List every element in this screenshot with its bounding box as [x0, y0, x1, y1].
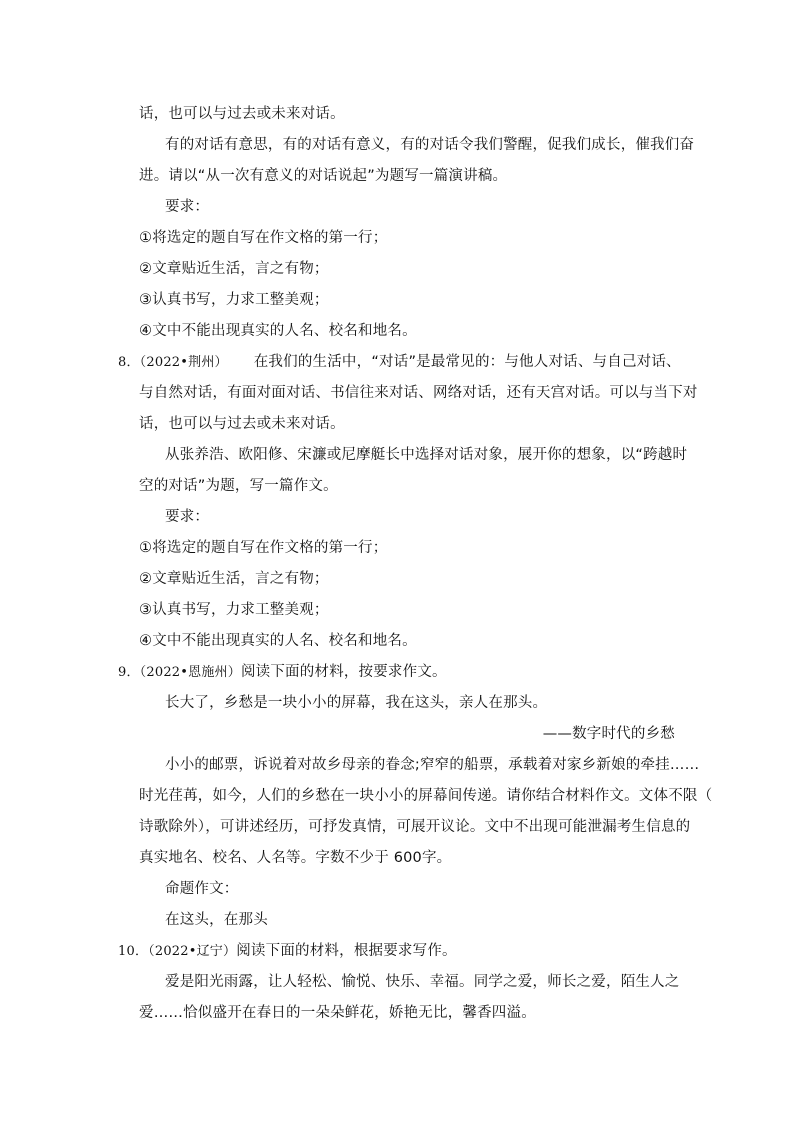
intro-requirement-2: ②文章贴近生活，言之有物； — [139, 261, 329, 277]
question-9-line-2: 时光荏苒，如今，人们的乡愁在一块小小的屏幕间传递。请你结合材料作文。文体不限（ — [139, 788, 713, 804]
question-8-requirement-2: ②文章贴近生活，言之有物； — [139, 571, 329, 587]
question-8-requirements-label: 要求： — [165, 509, 210, 525]
question-9-line-4: 真实地名、校名、人名等。字数不少于 600字。 — [139, 850, 452, 866]
intro-requirement-3: ③认真书写，力求工整美观； — [139, 292, 329, 308]
question-10-line-1: 爱是阳光雨露，让人轻松、愉悦、快乐、幸福。同学之爱，师长之爱，陌生人之 — [165, 974, 680, 990]
question-9-attribution: ——数字时代的乡愁 — [542, 726, 675, 742]
intro-continuation-line: 话，也可以与过去或未来对话。 — [139, 106, 345, 122]
question-8-line-5: 空的对话”为题，写一篇作文。 — [139, 478, 338, 494]
question-8-line-3: 话，也可以与过去或未来对话。 — [139, 416, 345, 432]
question-8-requirement-3: ③认真书写，力求工整美观； — [139, 602, 329, 618]
question-10-instruction: 阅读下面的材料，根据要求写作。 — [236, 943, 457, 959]
question-8-requirement-4: ④文中不能出现真实的人名、校名和地名。 — [139, 633, 417, 649]
intro-requirement-4: ④文中不能出现真实的人名、校名和地名。 — [139, 323, 417, 339]
question-8-line-2: 与自然对话，有面对面对话、书信往来对话、网络对话，还有天宫对话。可以与当下对 — [139, 385, 698, 401]
question-8-header — [118, 352, 681, 373]
question-9-quote: 长大了，乡愁是一块小小的屏幕，我在这头，亲人在那头。 — [165, 695, 548, 711]
question-8-number: 8． — [118, 355, 140, 370]
intro-requirement-1: ①将选定的题自写在作文格的第一行； — [139, 230, 388, 246]
question-9-source: （2022•恩施州） — [139, 665, 241, 680]
intro-paragraph-line-2: 进。请以“从一次有意义的对话说起”为题写一篇演讲稿。 — [139, 168, 508, 184]
question-9-number: 9． — [118, 665, 140, 680]
question-10-source: （2022•辽宁） — [148, 944, 237, 959]
question-9-line-1: 小小的邮票，诉说着对故乡母亲的眷念;窄窄的船票，承载着对家乡新娘的牵挂…… — [165, 757, 700, 773]
question-8-line-1: 在我们的生活中，“对话”是最常见的：与他人对话、与自己对话、 — [253, 354, 681, 370]
question-8-requirement-1: ①将选定的题自写在作文格的第一行； — [139, 540, 388, 556]
question-10-header — [118, 941, 457, 962]
question-10-number: 10． — [118, 944, 149, 959]
question-8-line-4: 从张养浩、欧阳修、宋濂或尼摩艇长中选择对话对象，展开你的想象，以“跨越时 — [165, 447, 688, 463]
question-10-line-2: 爱……恰似盛开在春日的一朵朵鲜花，娇艳无比，馨香四溢。 — [139, 1005, 536, 1021]
intro-paragraph-line-1: 有的对话有意思，有的对话有意义，有的对话令我们警醒，促我们成长，催我们奋 — [165, 137, 695, 153]
question-9-instruction: 阅读下面的材料，按要求作文。 — [240, 664, 447, 680]
question-9-title-label: 命题作文： — [165, 881, 239, 897]
intro-requirements-label: 要求： — [165, 199, 210, 215]
question-9-header — [118, 662, 447, 683]
question-9-line-3: 诗歌除外），可讲述经历，可抒发真情，可展开议论。文中不出现可能泄漏考生信息的 — [139, 819, 691, 835]
question-8-source: （2022•荆州） — [139, 355, 228, 370]
question-9-title: 在这头，在那头 — [165, 912, 268, 928]
